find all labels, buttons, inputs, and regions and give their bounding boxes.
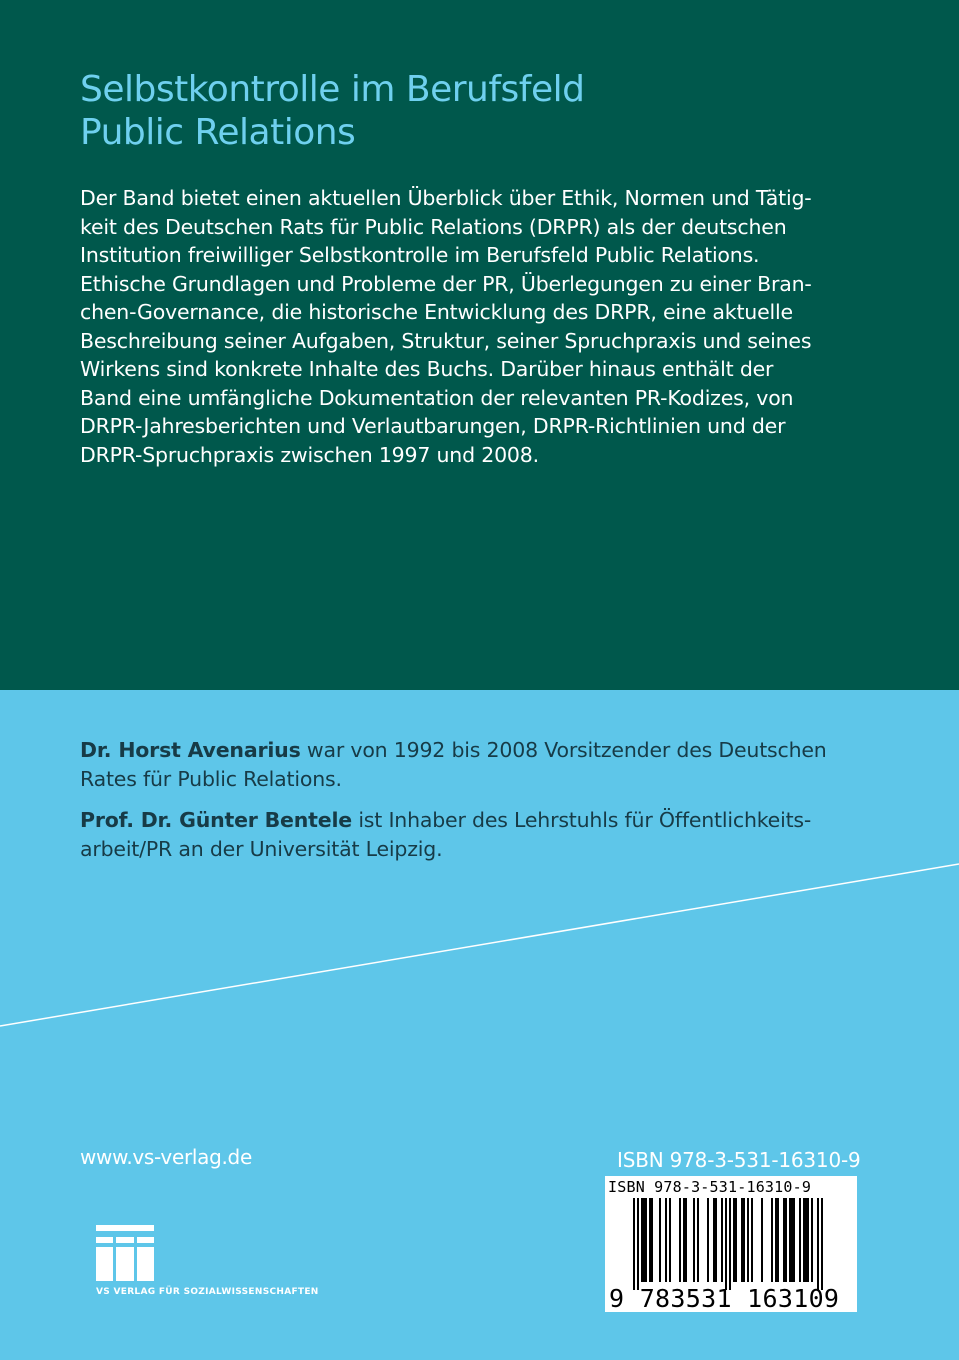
barcode-bar: [791, 1198, 793, 1282]
blurb-line: chen-Governance, die historische Entwicklung des DRPR, eine aktuelle: [80, 300, 793, 324]
barcode-bar: [743, 1198, 745, 1282]
barcode-bar: [643, 1198, 645, 1282]
barcode-bar: [633, 1198, 635, 1290]
barcode-bars: [633, 1198, 829, 1290]
author-description: ist Inhaber des Lehrstuhls für Öffentlichkeits-arbeit/PR an der Universität Leipzig.: [80, 808, 812, 861]
barcode-bar: [793, 1198, 795, 1282]
barcode-bar: [783, 1198, 785, 1282]
author-name: Dr. Horst Avenarius: [80, 738, 301, 762]
barcode-bar: [775, 1198, 777, 1282]
barcode-bar: [645, 1198, 647, 1282]
blurb-line: DRPR-Jahresberichten und Verlautbarungen, DRPR-Richtlinien und der: [80, 414, 786, 438]
isbn-label: ISBN 978-3-531-16310-9: [617, 1148, 861, 1172]
blurb-line: Ethische Grundlagen und Probleme der PR, Überlegungen zu einer Bran-: [80, 271, 812, 296]
barcode-bar: [637, 1198, 639, 1290]
book-title: [80, 68, 584, 154]
barcode-isbn-text: ISBN 978-3-531-16310-9: [608, 1178, 812, 1196]
barcode-bar: [735, 1198, 737, 1282]
barcode-bar: [785, 1198, 787, 1282]
publisher-logo-icon: [96, 1225, 154, 1283]
barcode-bar: [751, 1198, 753, 1282]
barcode: [605, 1176, 857, 1312]
blurb-line: keit des Deutschen Rats für Public Relations (DRPR) als der deutschen: [80, 214, 787, 239]
barcode-digits: 9 783531 163109: [609, 1284, 840, 1313]
barcode-bar: [747, 1198, 749, 1282]
barcode-bar: [771, 1198, 773, 1282]
blurb-line: Institution freiwilliger Selbstkontrolle im Berufsfeld Public Relations.: [80, 243, 760, 267]
barcode-bar: [789, 1198, 791, 1282]
author-bio: [80, 736, 880, 794]
barcode-bar: [817, 1198, 819, 1290]
barcode-bar: [669, 1198, 671, 1282]
barcode-bar: [807, 1198, 809, 1282]
barcode-bar: [725, 1198, 727, 1290]
publisher-logo-text: VS VERLAG FÜR SOZIALWISSENSCHAFTEN: [96, 1287, 319, 1297]
barcode-bar: [659, 1198, 661, 1282]
barcode-bar: [741, 1198, 743, 1282]
barcode-bar: [777, 1198, 779, 1282]
book-blurb: [80, 184, 880, 469]
barcode-bar: [679, 1198, 681, 1282]
author-name: Prof. Dr. Günter Bentele: [80, 808, 352, 832]
author-bios: [80, 736, 880, 876]
barcode-bar: [713, 1198, 715, 1282]
barcode-bar: [649, 1198, 651, 1282]
barcode-bar: [803, 1198, 805, 1282]
barcode-bar: [685, 1198, 687, 1282]
publisher-url[interactable]: www.vs-verlag.de: [80, 1145, 252, 1169]
barcode-bar: [721, 1198, 723, 1282]
author-bio: [80, 806, 880, 864]
barcode-bar: [683, 1198, 685, 1282]
barcode-bar: [805, 1198, 807, 1282]
blurb-line: Wirkens sind konkrete Inhalte des Buchs. Darüber hinaus enthält der: [80, 357, 774, 381]
barcode-bar: [693, 1198, 695, 1282]
blurb-line: Der Band bietet einen aktuellen Überblick über Ethik, Normen und Tätig-: [80, 186, 812, 210]
barcode-bar: [665, 1198, 667, 1282]
title-line: Selbstkontrolle im Berufsfeld: [80, 69, 585, 110]
barcode-bar: [697, 1198, 699, 1282]
barcode-bar: [651, 1198, 653, 1282]
blurb-line: Band eine umfängliche Dokumentation der relevanten PR-Kodizes, von: [80, 385, 794, 410]
barcode-bar: [729, 1198, 731, 1290]
barcode-bar: [641, 1198, 643, 1282]
barcode-bar: [811, 1198, 813, 1282]
blurb-line: Beschreibung seiner Aufgaben, Struktur, seiner Spruchpraxis und seines: [80, 328, 812, 353]
barcode-bar: [733, 1198, 735, 1282]
barcode-bar: [707, 1198, 709, 1282]
title-line: Public Relations: [80, 112, 356, 153]
barcode-bar: [715, 1198, 717, 1282]
barcode-bar: [821, 1198, 823, 1290]
barcode-bar: [799, 1198, 801, 1282]
barcode-bar: [761, 1198, 763, 1282]
blurb-line: DRPR-Spruchpraxis zwischen 1997 und 2008.: [80, 442, 539, 467]
author-description: war von 1992 bis 2008 Vorsitzender des Deutschen Rates für Public Relations.: [80, 738, 827, 791]
